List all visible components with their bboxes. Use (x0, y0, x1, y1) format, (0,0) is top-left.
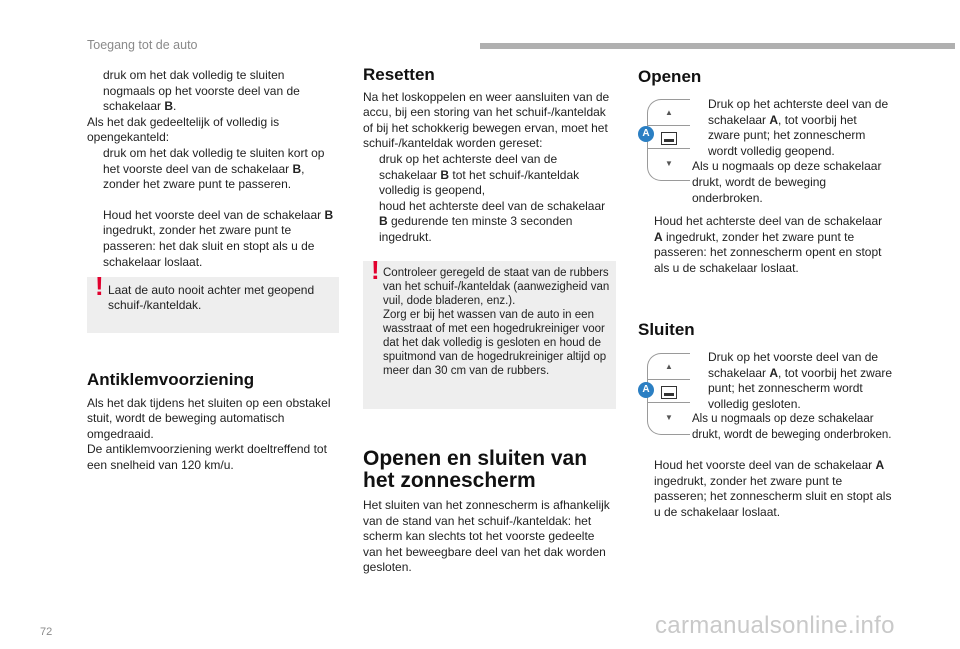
page-number: 72 (40, 626, 53, 638)
bullet-reset-hold: houd het achterste deel van de schakelaar B gedurende ten minste 3 seconden ingedrukt. (379, 198, 606, 244)
paragraph-antiklem-2: De antiklemvoorziening werkt doeltreffend tot een snelheid van 120 km/u. (87, 442, 327, 472)
warning-box-rubbers (363, 255, 616, 409)
arrow-down-icon: ▼ (665, 413, 673, 422)
bullet-open-hold: Houd het achterste deel van de schakelaar A ingedrukt, zonder het zware punt te passeren: het zonnescherm opent en stopt als u de schakelaar loslaat. (654, 214, 883, 275)
warning-icon: ! (371, 255, 380, 285)
arrow-up-icon: ▲ (665, 362, 673, 371)
heading-sluiten: Sluiten (638, 320, 695, 339)
bullet-open-full: Druk op het achterste deel van de schakelaar A, tot voorbij het zware punt; het zonnescherm wordt volledig geopend. (708, 97, 889, 158)
warning-text: Laat de auto nooit achter met geopend schuif-/kanteldak. (108, 283, 315, 312)
section-antiklem (87, 372, 339, 474)
bullet-close-short: druk om het dak volledig te sluiten kort op het voorste deel van de schakelaar B, zonder het zware punt te passeren. (103, 145, 325, 192)
paragraph-zonnescherm: Het sluiten van het zonnescherm is afhankelijk van de stand van het schuif-/kanteldak: het scherm kan slechts tot het voorste gedeelte van het beweegbare deel van het dak worden gesloten. (363, 498, 610, 575)
switch-diagram-open (647, 99, 690, 181)
paragraph-resetten: Na het loskoppelen en weer aansluiten van de accu, bij een storing van het schuif-/kanteldak of bij het schokkerig bewegen ervan, moet het schuif-/kanteldak worden gereset: (363, 89, 610, 151)
arrow-up-icon: ▲ (665, 108, 673, 117)
switch-diagram-close (647, 353, 690, 435)
warning-box-roof (87, 271, 339, 333)
section-zonnescherm (363, 448, 615, 576)
heading-zonnescherm: Openen en sluiten van het zonnescherm (363, 447, 588, 492)
paragraph-close-interrupt: Als u nogmaals op deze schakelaar drukt, wordt de beweging onderbroken. (692, 413, 892, 441)
sunroof-icon (661, 386, 677, 399)
paragraph-tilted: Als het dak gedeeltelijk of volledig is opengekanteld: (87, 114, 280, 145)
heading-antiklem: Antiklemvoorziening (87, 370, 255, 389)
text-open-block (692, 97, 892, 206)
text-close-block (692, 350, 897, 444)
arrow-down-icon: ▼ (665, 159, 673, 168)
heading-resetten: Resetten (363, 65, 435, 84)
column-1 (87, 68, 337, 270)
bullet-close-full: Druk op het voorste deel van de schakelaar A, tot voorbij het zware punt; het zonnescherm wordt volledig gesloten. (708, 350, 893, 411)
sunroof-icon (661, 132, 677, 145)
bullet-close-hold: Houd het voorste deel van de schakelaar A ingedrukt, zonder het zware punt te passeren; het zonnescherm sluit en stopt als u de schakelaar loslaat. (654, 458, 892, 519)
heading-openen: Openen (638, 67, 702, 86)
page-header-title: Toegang tot de auto (87, 38, 198, 52)
paragraph-antiklem-1: Als het dak tijdens het sluiten op een obstakel stuit, wordt de beweging automatisch omgedraaid. (87, 395, 331, 441)
warning-text: Controleer geregeld de staat van de rubbers van het schuif-/kanteldak (aanwezigheid van vuil, dode bladeren, enz.). Zorg er bij het wassen van de auto in een wasstraat of met een hogedrukreiniger voor dat het dak volledig is gesloten en houd de spuitmond van de hogedrukreiniger altijd op meer dan 30 cm van de rubbers. (383, 267, 610, 377)
bullet-close-roof: druk om het dak volledig te sluiten nogmaals op het voorste deel van de schakelaar B. (103, 68, 300, 114)
label-a-badge: A (638, 382, 654, 398)
bullet-reset-open: druk op het achterste deel van de schakelaar B tot het schuif-/kanteldak volledig is geopend, (379, 151, 580, 198)
watermark: carmanualsonline.info (655, 612, 895, 639)
header-divider-bar (480, 43, 955, 49)
bullet-hold-front: Houd het voorste deel van de schakelaar B ingedrukt, zonder het zware punt te passeren: het dak sluit en stopt als u de schakelaar loslaat. (103, 207, 334, 269)
label-a-badge: A (638, 126, 654, 142)
paragraph-open-interrupt: Als u nogmaals op deze schakelaar drukt, wordt de beweging onderbroken. (692, 159, 882, 205)
section-resetten (363, 67, 615, 246)
warning-icon: ! (95, 271, 104, 301)
